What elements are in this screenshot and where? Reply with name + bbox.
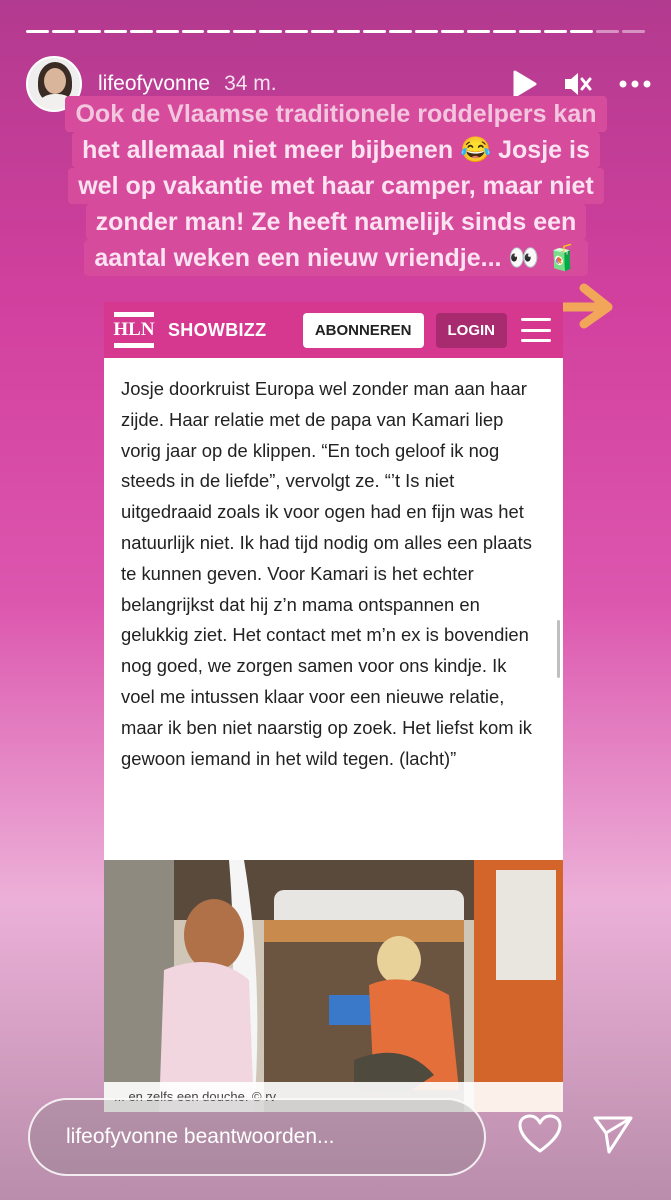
progress-segment [259,30,282,33]
progress-segment [311,30,334,33]
progress-segment [233,30,256,33]
caption-line: zonder man! Ze heeft namelijk sinds een [86,204,587,240]
section-title: SHOWBIZZ [168,319,267,340]
progress-segment [622,30,645,33]
caption-line: Ook de Vlaamse traditionele roddelpers kan [65,96,606,132]
progress-segment [130,30,153,33]
subscribe-button: ABONNEREN [303,313,424,348]
progress-segment [285,30,308,33]
progress-segment [544,30,567,33]
progress-segment [570,30,593,33]
mute-icon[interactable] [563,70,593,98]
progress-segment [182,30,205,33]
article-paragraph: Josje doorkruist Europa wel zonder man aan haar zijde. Haar relatie met de papa van Kamari liep vorig jaar op de klippen. “En toch geloof ik nog steeds in de liefde”, vervolgt ze. “’t Is niet uitgedraaid zoals ik voor ogen had en fijn was het natuurlijk niet. Ik had tijd nodig om alles een plaats te kunnen geven. Voor Kamari is het echter belangrijkst dat hij z’n mama ontspannen en gelukkig ziet. Het contact met m’n ex is bovendien nog goed, we zorgen samen voor ons kindje. Ik voel me intussen klaar voor een nieuwe relatie, maar ik ben niet naarstig op zoek. Het liefst kom ik gewoon iemand in het wild tegen. (lacht)” [121,378,532,769]
menu-icon [521,318,551,342]
progress-segment [596,30,619,33]
progress-segment [389,30,412,33]
progress-segment [467,30,490,33]
progress-segment [104,30,127,33]
caption-line: het allemaal niet meer bijbenen 😂 Josje is [72,132,600,168]
post-time: 34 m. [224,72,277,95]
story-progress-bar [26,30,645,33]
photo-caption: ... en zelfs een douche. © rv [104,1082,563,1112]
article-photo [104,860,563,1112]
username[interactable]: lifeofyvonne [98,72,211,95]
caption-line: wel op vakantie met haar camper, maar niet [68,168,604,204]
progress-segment [441,30,464,33]
progress-segment [415,30,438,33]
progress-segment [156,30,179,33]
play-icon[interactable] [511,70,537,98]
progress-segment [207,30,230,33]
progress-segment [337,30,360,33]
hln-logo: HLN [114,312,154,348]
reply-input[interactable]: lifeofyvonne beantwoorden... [28,1098,486,1176]
hln-header [104,302,563,358]
send-icon[interactable] [592,1114,634,1159]
story-caption [30,96,642,276]
heart-icon[interactable] [518,1114,562,1159]
login-button: LOGIN [436,313,508,348]
more-options-icon[interactable] [619,80,651,88]
progress-segment [52,30,75,33]
scrollbar [557,620,560,678]
progress-segment [26,30,49,33]
progress-segment [363,30,386,33]
caption-line: aantal weken een nieuw vriendje... 👀 🧃 [84,240,587,276]
article-screenshot [104,302,563,1112]
progress-segment [78,30,101,33]
progress-segment [519,30,542,33]
progress-segment [493,30,516,33]
